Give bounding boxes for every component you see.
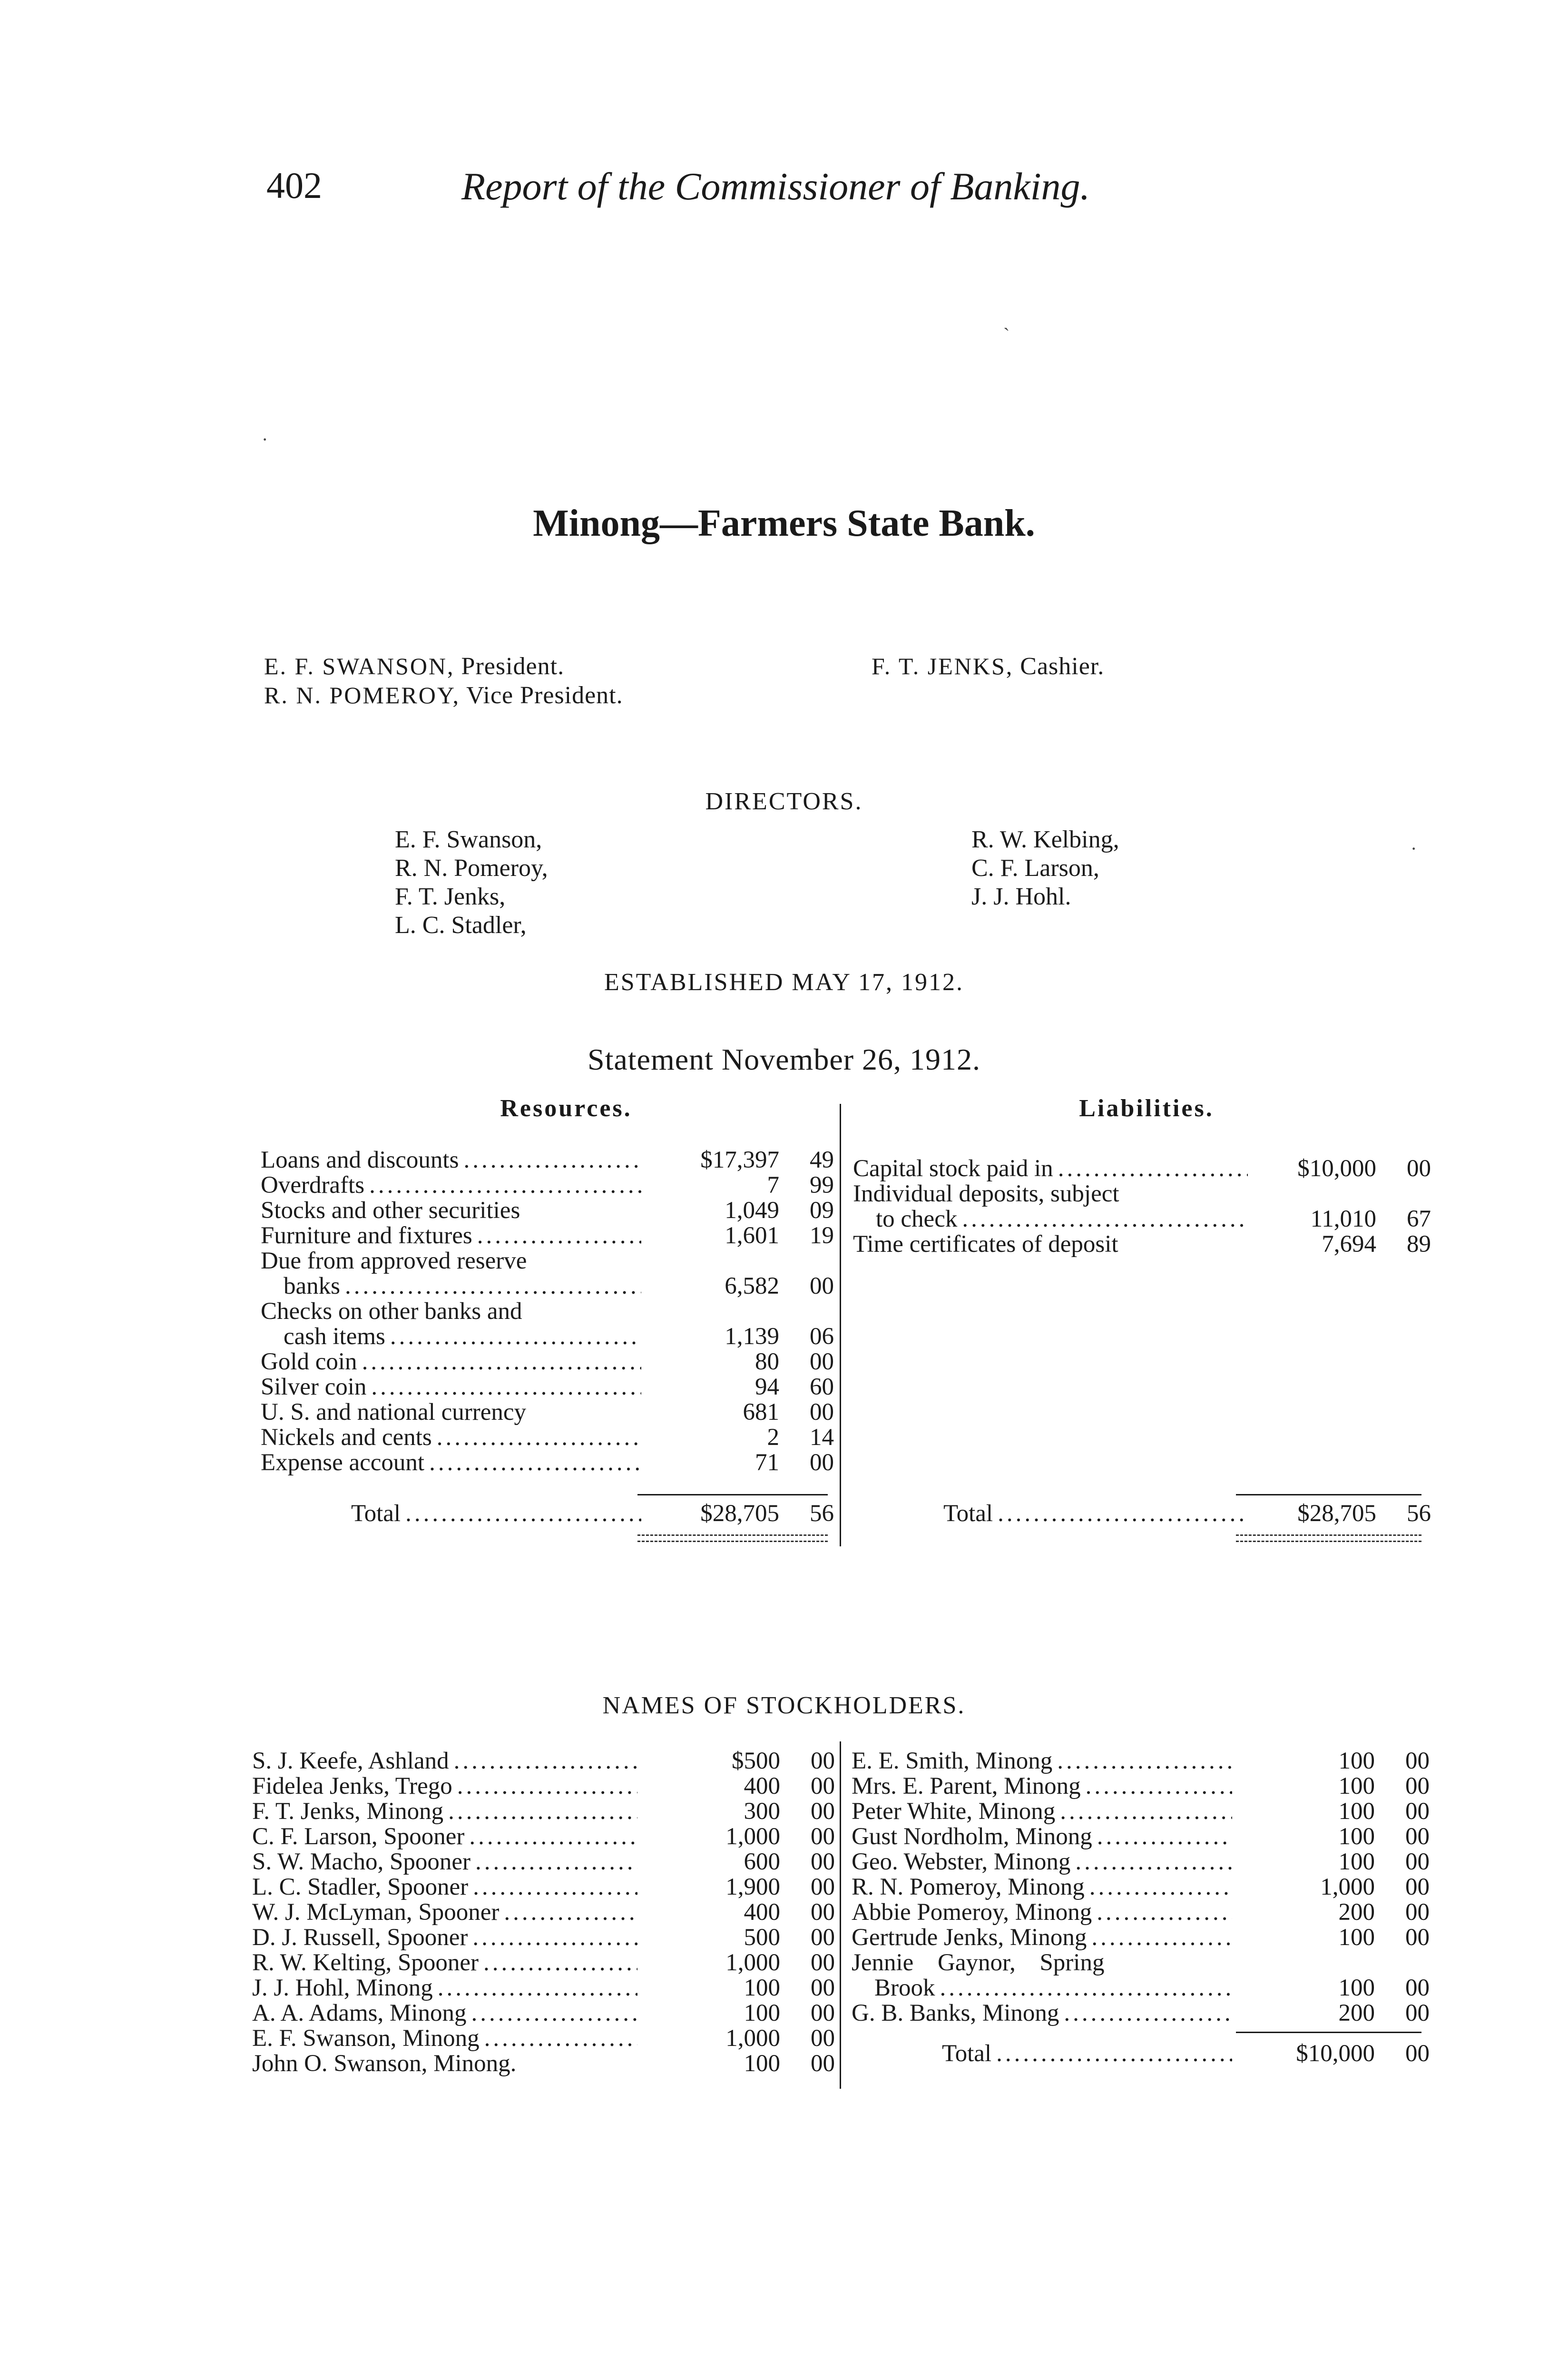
stockholder-amount: 100	[744, 2050, 780, 2077]
row-cents: 14	[810, 1424, 834, 1451]
stockholder-name: Jennie Gaynor, Spring	[852, 1950, 1105, 1976]
table-row	[853, 1232, 1429, 1257]
row-label: Loans and discounts	[261, 1148, 459, 1173]
row-cents: 60	[810, 1374, 834, 1400]
row-cents: 49	[810, 1147, 834, 1173]
row-cents: 00	[810, 1449, 834, 1476]
resources-heading: Resources.	[500, 1095, 632, 1122]
table-row	[853, 1156, 1429, 1181]
stockholder-cents: 00	[1405, 1848, 1430, 1875]
stockholder-name: Mrs. E. Parent, Minong	[852, 1774, 1081, 1799]
director: R. W. Kelbing,	[971, 826, 1119, 853]
row-amount: 2	[767, 1424, 779, 1451]
list-item	[252, 1950, 835, 1976]
stockholder-amount: 300	[744, 1798, 780, 1825]
table-row	[261, 1274, 834, 1299]
row-amount: $10,000	[1297, 1155, 1376, 1182]
stockholder-cents: 00	[811, 2050, 835, 2077]
stockholders-column-rule	[840, 1741, 841, 2089]
row-label: Time certificates of deposit	[853, 1232, 1118, 1257]
list-item	[852, 1975, 1430, 2001]
subtotal-rule	[1236, 1494, 1421, 1495]
stockholders-total-row	[852, 2040, 1430, 2067]
table-row	[261, 1400, 834, 1425]
stockholder-cents: 00	[811, 1748, 835, 1774]
list-item	[252, 2026, 835, 2051]
double-rule	[1236, 1534, 1421, 1542]
stockholder-name: S. J. Keefe, Ashland	[252, 1749, 449, 1774]
stockholder-cents: 00	[1405, 1823, 1430, 1850]
row-cents: 00	[1407, 1155, 1431, 1182]
row-label: Capital stock paid in	[853, 1156, 1053, 1181]
table-row	[261, 1248, 834, 1274]
total-label: Total	[351, 1501, 401, 1526]
stockholder-name: W. J. McLyman, Spooner	[252, 1900, 500, 1925]
row-label: Individual deposits, subject	[853, 1181, 1119, 1207]
center-column-rule	[840, 1104, 841, 1546]
stockholder-name: Abbie Pomeroy, Minong	[852, 1900, 1092, 1925]
stockholder-amount: 1,900	[725, 1874, 780, 1900]
table-row	[261, 1450, 834, 1475]
directors-heading: DIRECTORS.	[705, 788, 863, 815]
table-row	[261, 1173, 834, 1198]
subtotal-rule	[637, 1494, 828, 1495]
officer-role: President.	[461, 653, 565, 680]
director: C. F. Larson,	[971, 855, 1099, 882]
row-cents: 19	[810, 1222, 834, 1249]
print-speck: ·	[1411, 838, 1417, 859]
row-label: to check	[876, 1207, 958, 1232]
stockholder-amount: 100	[1338, 1748, 1375, 1774]
list-item	[852, 1773, 1430, 1799]
stockholder-amount: 600	[744, 1848, 780, 1875]
stockholder-cents: 00	[811, 1823, 835, 1850]
list-item	[252, 1824, 835, 1849]
stockholder-amount: 1,000	[725, 2025, 780, 2052]
stockholder-amount: 100	[744, 1975, 780, 2001]
row-cents: 67	[1407, 1206, 1431, 1232]
stockholder-name: John O. Swanson, Minong.	[252, 2051, 517, 2076]
stockholder-cents: 00	[811, 1848, 835, 1875]
list-item	[852, 1874, 1430, 1900]
row-cents: 99	[810, 1172, 834, 1199]
stockholder-cents: 00	[1405, 1899, 1430, 1926]
directors-left-list	[395, 826, 548, 940]
stockholder-cents: 00	[811, 1773, 835, 1799]
table-row	[261, 1425, 834, 1450]
row-amount: 11,010	[1310, 1206, 1376, 1232]
stockholder-amount: 100	[1338, 1773, 1375, 1799]
list-item	[252, 1849, 835, 1875]
established-date: ESTABLISHED MAY 17, 1912.	[604, 969, 964, 996]
total-cents: 56	[1407, 1500, 1431, 1527]
list-item	[252, 1774, 835, 1799]
table-row	[261, 1375, 834, 1400]
stockholder-amount: 1,000	[725, 1949, 780, 1976]
list-item	[252, 2051, 835, 2076]
row-label: cash items	[284, 1324, 385, 1349]
row-label: Due from approved reserve	[261, 1248, 527, 1274]
row-amount: 7	[767, 1172, 779, 1199]
total-label: Total	[942, 2041, 992, 2066]
stockholder-amount: 400	[744, 1899, 780, 1926]
table-row	[261, 1148, 834, 1173]
officer-president	[264, 652, 623, 681]
stockholder-amount: 200	[1338, 2000, 1375, 2026]
row-amount: 80	[755, 1348, 779, 1375]
list-item	[852, 1848, 1430, 1875]
total-cents: 56	[810, 1500, 834, 1527]
stockholder-name: F. T. Jenks, Minong	[252, 1799, 444, 1824]
stockholder-amount: 100	[1338, 1848, 1375, 1875]
row-label: Furniture and fixtures	[261, 1223, 472, 1248]
director: R. N. Pomeroy,	[395, 855, 548, 882]
stockholder-cents: 00	[811, 1924, 835, 1951]
officer-role: Cashier.	[1020, 653, 1105, 680]
print-speck: ·	[262, 429, 268, 450]
stockholder-amount: 400	[744, 1773, 780, 1799]
stockholder-name: E. E. Smith, Minong	[852, 1749, 1053, 1774]
officer-name: E. F. SWANSON,	[264, 653, 455, 679]
list-item	[852, 1924, 1430, 1951]
stockholder-amount: 100	[744, 2000, 780, 2026]
list-item	[852, 1950, 1427, 1976]
stockholder-name: R. N. Pomeroy, Minong	[852, 1875, 1085, 1900]
officer-vice-president	[264, 681, 623, 710]
resources-table	[261, 1148, 834, 1475]
stockholder-cents: 00	[1405, 1975, 1430, 2001]
row-cents: 06	[810, 1323, 834, 1350]
page-number: 402	[266, 165, 322, 206]
table-row	[261, 1299, 834, 1324]
bank-title: Minong—Farmers State Bank.	[533, 502, 1035, 544]
stockholder-name: Gertrude Jenks, Minong	[852, 1925, 1087, 1950]
stockholder-amount: $500	[732, 1748, 780, 1774]
stockholder-cents: 00	[811, 2025, 835, 2052]
row-amount: 71	[755, 1449, 779, 1476]
list-item	[252, 1976, 835, 2001]
list-item	[252, 2001, 835, 2026]
resources-total-row	[261, 1501, 834, 1526]
stockholder-amount: 1,000	[1320, 1874, 1375, 1900]
stockholder-name: E. F. Swanson, Minong	[252, 2026, 480, 2051]
table-row	[261, 1223, 834, 1248]
stockholder-name: G. B. Banks, Minong	[852, 2001, 1059, 2026]
row-amount: 681	[743, 1399, 779, 1425]
double-rule	[637, 1534, 828, 1542]
officer-name: F. T. JENKS,	[872, 653, 1014, 679]
row-label: Gold coin	[261, 1349, 357, 1375]
stockholder-amount: 1,000	[725, 1823, 780, 1850]
subtotal-rule	[1236, 2032, 1421, 2033]
statement-title: Statement November 26, 1912.	[587, 1042, 981, 1076]
officer-name: R. N. POMEROY,	[264, 682, 460, 708]
row-cents: 00	[810, 1348, 834, 1375]
table-row	[853, 1181, 1429, 1207]
list-item	[252, 1749, 835, 1774]
row-cents: 00	[810, 1399, 834, 1425]
list-item	[252, 1900, 835, 1925]
print-speck: ˋ	[1003, 324, 1010, 345]
stockholders-heading: NAMES OF STOCKHOLDERS.	[602, 1692, 966, 1719]
stockholder-amount: 500	[744, 1924, 780, 1951]
stockholder-amount: 100	[1338, 1975, 1375, 2001]
stockholder-name: C. F. Larson, Spooner	[252, 1824, 465, 1849]
stockholders-right-list	[852, 1748, 1430, 2026]
stockholder-name: Fidelea Jenks, Trego	[252, 1774, 452, 1799]
total-amount: $28,705	[1297, 1500, 1376, 1527]
director: E. F. Swanson,	[395, 826, 542, 853]
stockholder-name: A. A. Adams, Minong	[252, 2001, 467, 2026]
row-label: Checks on other banks and	[261, 1299, 522, 1324]
row-label: banks	[284, 1274, 340, 1299]
stockholder-cents: 00	[1405, 1773, 1430, 1799]
row-amount: 94	[755, 1374, 779, 1400]
stockholder-amount: 100	[1338, 1798, 1375, 1825]
row-label: Stocks and other securities	[261, 1198, 520, 1223]
total-label: Total	[943, 1501, 993, 1526]
directors-right-list	[971, 826, 1119, 911]
director: L. C. Stadler,	[395, 912, 527, 939]
officer-role: Vice President.	[466, 682, 623, 709]
stockholder-name: Geo. Webster, Minong	[852, 1849, 1071, 1875]
officers-left	[264, 652, 623, 710]
liabilities-heading: Liabilities.	[1079, 1095, 1214, 1122]
row-amount: 7,694	[1322, 1231, 1376, 1258]
stockholder-name: Brook	[874, 1976, 935, 2001]
total-amount: $28,705	[700, 1500, 779, 1527]
total-amount: $10,000	[1296, 2040, 1375, 2067]
stockholders-left-list	[252, 1749, 835, 2076]
row-cents: 09	[810, 1197, 834, 1224]
stockholder-cents: 00	[1405, 1924, 1430, 1951]
row-amount: 1,601	[725, 1222, 779, 1249]
list-item	[252, 1799, 835, 1824]
stockholder-cents: 00	[1405, 1798, 1430, 1825]
list-item	[852, 1748, 1430, 1774]
list-item	[252, 1925, 835, 1950]
table-row	[261, 1198, 834, 1223]
officer-cashier	[872, 652, 1104, 681]
stockholder-cents: 00	[1405, 1874, 1430, 1900]
list-item	[852, 1823, 1430, 1850]
row-label: U. S. and national currency	[261, 1400, 526, 1425]
stockholder-cents: 00	[811, 2000, 835, 2026]
row-amount: $17,397	[700, 1147, 779, 1173]
stockholder-cents: 00	[1405, 2000, 1430, 2026]
row-label: Nickels and cents	[261, 1425, 432, 1450]
stockholder-cents: 00	[811, 1798, 835, 1825]
stockholder-name: Gust Nordholm, Minong	[852, 1824, 1092, 1849]
stockholder-amount: 100	[1338, 1823, 1375, 1850]
stockholder-cents: 00	[811, 1874, 835, 1900]
stockholder-name: J. J. Hohl, Minong	[252, 1976, 433, 2001]
row-cents: 00	[810, 1273, 834, 1299]
table-row	[853, 1207, 1429, 1232]
stockholder-name: D. J. Russell, Spooner	[252, 1925, 468, 1950]
row-amount: 1,139	[725, 1323, 779, 1350]
stockholder-cents: 00	[1405, 1748, 1430, 1774]
liabilities-total-row	[853, 1501, 1429, 1526]
stockholder-amount: 100	[1338, 1924, 1375, 1951]
row-label: Overdrafts	[261, 1173, 365, 1198]
stockholder-name: S. W. Macho, Spooner	[252, 1849, 470, 1875]
stockholder-cents: 00	[811, 1949, 835, 1976]
list-item	[852, 2000, 1430, 2026]
running-title: Report of the Commissioner of Banking.	[461, 165, 1090, 208]
stockholder-name: L. C. Stadler, Spooner	[252, 1875, 469, 1900]
stockholder-amount: 200	[1338, 1899, 1375, 1926]
stockholder-name: Peter White, Minong	[852, 1799, 1056, 1824]
director: F. T. Jenks,	[395, 883, 506, 910]
liabilities-table	[853, 1156, 1429, 1257]
row-label: Expense account	[261, 1450, 425, 1475]
director: J. J. Hohl.	[971, 883, 1071, 910]
row-amount: 1,049	[725, 1197, 779, 1224]
stockholder-name: R. W. Kelting, Spooner	[252, 1950, 479, 1976]
list-item	[252, 1875, 835, 1900]
row-amount: 6,582	[725, 1273, 779, 1299]
stockholder-cents: 00	[811, 1899, 835, 1926]
list-item	[852, 1899, 1430, 1926]
table-row	[261, 1324, 834, 1349]
row-label: Silver coin	[261, 1375, 367, 1400]
row-cents: 89	[1407, 1231, 1431, 1258]
table-row	[261, 1349, 834, 1375]
stockholder-cents: 00	[811, 1975, 835, 2001]
list-item	[852, 1798, 1430, 1825]
total-cents: 00	[1405, 2040, 1430, 2067]
